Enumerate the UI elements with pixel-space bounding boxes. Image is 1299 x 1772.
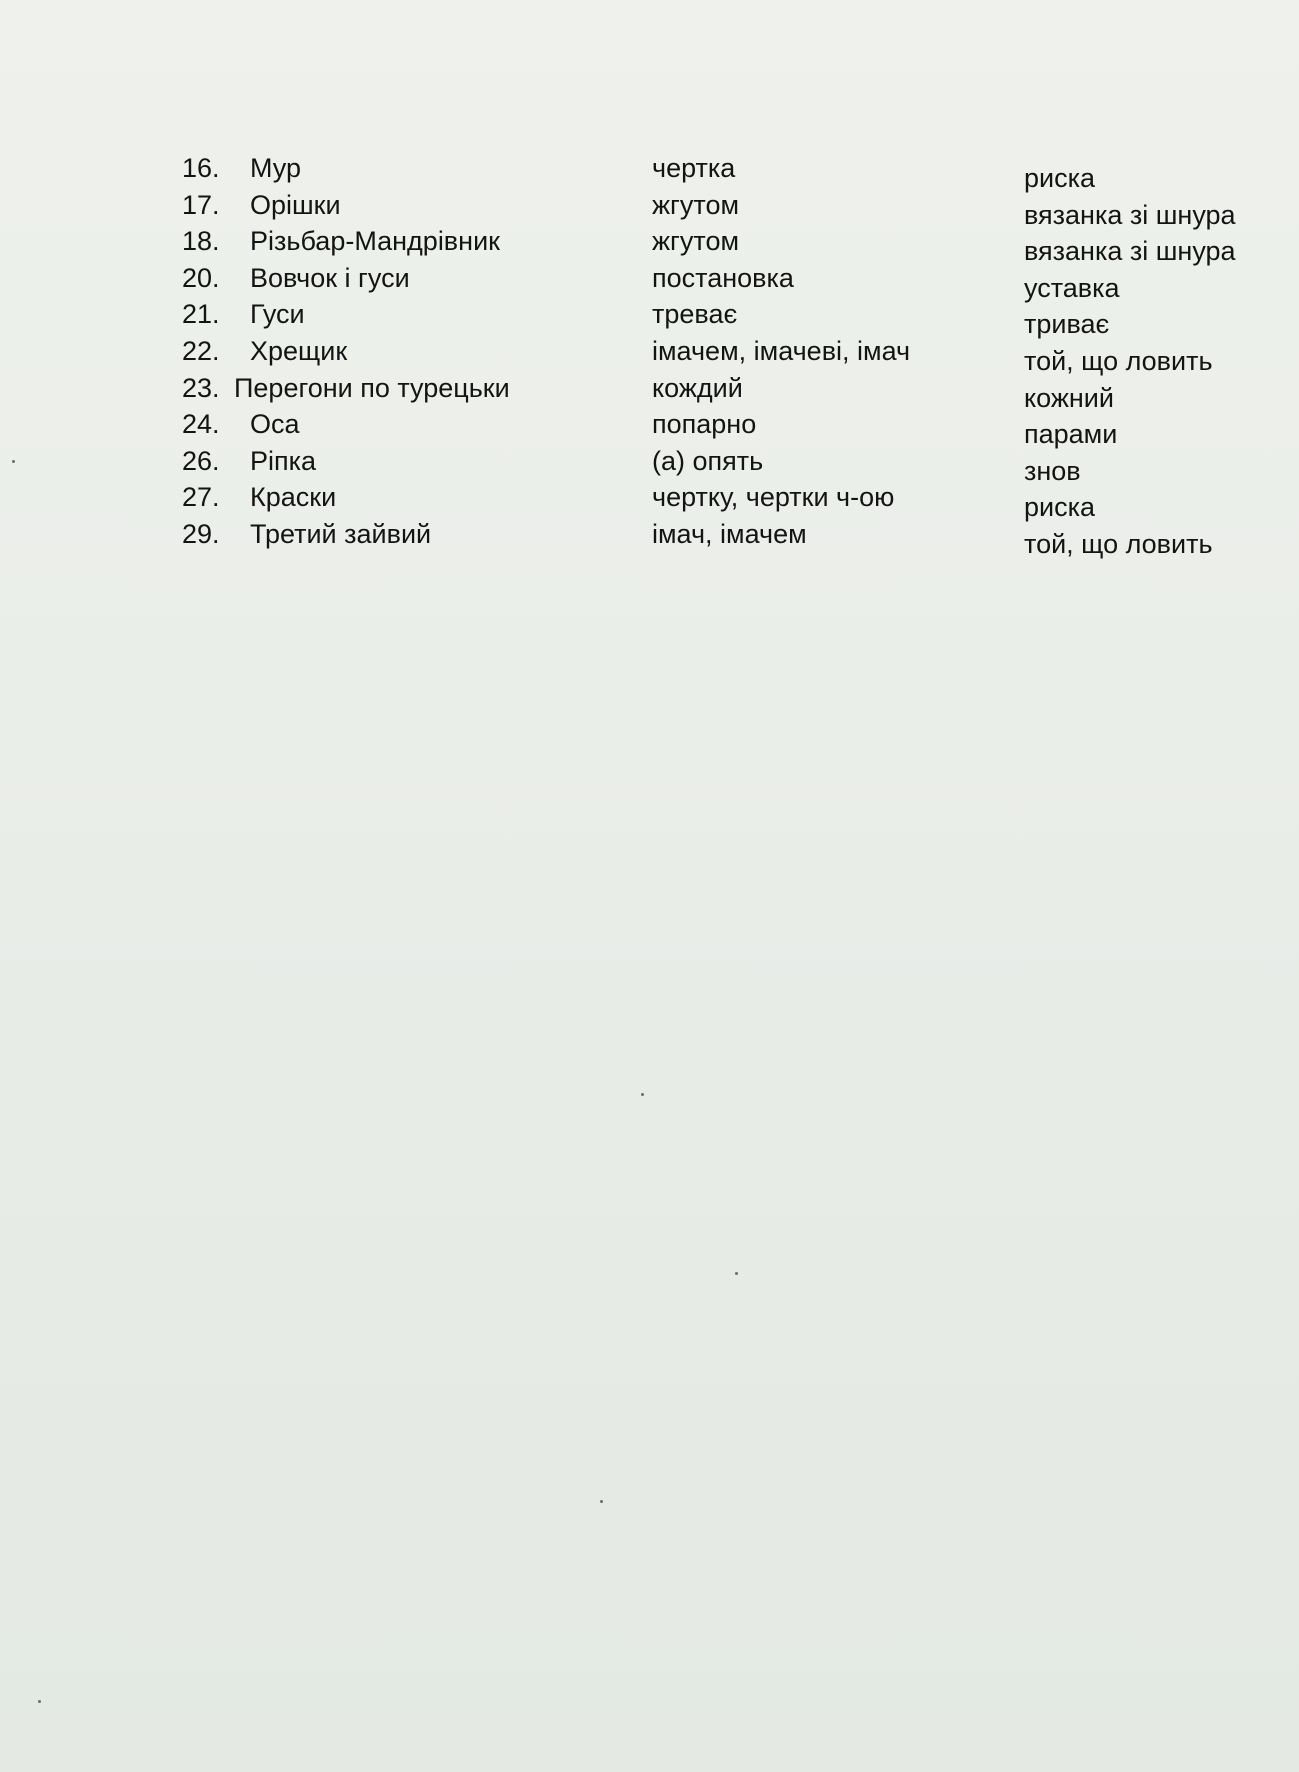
game-title: Орішки xyxy=(250,189,341,220)
row-number: 24. xyxy=(182,409,220,440)
glossary-table xyxy=(182,150,1292,559)
original-word: постановка xyxy=(652,262,794,293)
modern-word: риска xyxy=(1024,163,1096,193)
original-word: чертку, чертки ч-ою xyxy=(652,482,895,513)
game-title: Гуси xyxy=(250,299,305,330)
original-word: попарно xyxy=(652,409,757,440)
glossary-row xyxy=(182,370,1292,413)
paper-speck xyxy=(600,1500,603,1503)
original-word: жгутом xyxy=(652,189,740,220)
glossary-row xyxy=(182,223,1292,267)
glossary-row xyxy=(182,443,1292,486)
paper-speck xyxy=(12,460,15,463)
row-number: 20. xyxy=(182,262,220,293)
modern-word: той, що ловить xyxy=(1024,345,1213,376)
modern-word: парами xyxy=(1024,419,1118,450)
row-number: 17. xyxy=(182,189,220,220)
glossary-row xyxy=(182,406,1292,450)
paper-speck xyxy=(38,1700,41,1703)
original-word: імач, імачем xyxy=(652,518,807,549)
row-number: 27. xyxy=(182,482,220,513)
original-word: імачем, імачеві, імач xyxy=(652,335,911,366)
original-word: чертка xyxy=(652,153,736,183)
game-title: Оса xyxy=(250,409,300,440)
game-title: Перегони по турецьки xyxy=(234,372,510,403)
modern-word: риска xyxy=(1024,492,1096,523)
modern-word: вязанка зі шнура xyxy=(1024,199,1236,230)
row-number: 26. xyxy=(182,445,220,476)
modern-word: кожний xyxy=(1024,382,1114,413)
paper-speck xyxy=(641,1093,644,1096)
row-number: 23. xyxy=(182,372,220,403)
game-title: Вовчок і гуси xyxy=(250,262,410,293)
game-title: Хрещик xyxy=(250,335,348,366)
game-title: Краски xyxy=(250,482,337,513)
glossary-row xyxy=(182,516,1292,559)
glossary-row xyxy=(182,296,1292,340)
row-number: 16. xyxy=(182,153,220,183)
row-number: 21. xyxy=(182,299,220,330)
original-word: (а) опять xyxy=(652,445,764,476)
modern-word: вязанка зі шнура xyxy=(1024,236,1236,267)
game-title: Мур xyxy=(250,153,302,183)
modern-word: триває xyxy=(1024,309,1110,340)
original-word: жгутом xyxy=(652,226,740,257)
row-number: 22. xyxy=(182,335,220,366)
game-title: Різьбар-Мандрівник xyxy=(250,226,500,257)
modern-word: знов xyxy=(1024,455,1081,486)
original-word: треває xyxy=(652,299,738,330)
game-title: Третий зайвий xyxy=(250,518,432,549)
modern-word: уставка xyxy=(1024,272,1120,303)
glossary-row xyxy=(182,187,1292,230)
glossary-row xyxy=(182,479,1292,523)
paper-speck xyxy=(735,1272,738,1275)
glossary-row xyxy=(182,333,1292,376)
row-number: 29. xyxy=(182,518,220,549)
row-number: 18. xyxy=(182,226,220,257)
glossary-row xyxy=(182,150,1292,193)
game-title: Ріпка xyxy=(250,445,317,476)
original-word: кождий xyxy=(652,372,743,403)
glossary-row xyxy=(182,260,1292,303)
modern-word: той, що ловить xyxy=(1024,528,1213,559)
